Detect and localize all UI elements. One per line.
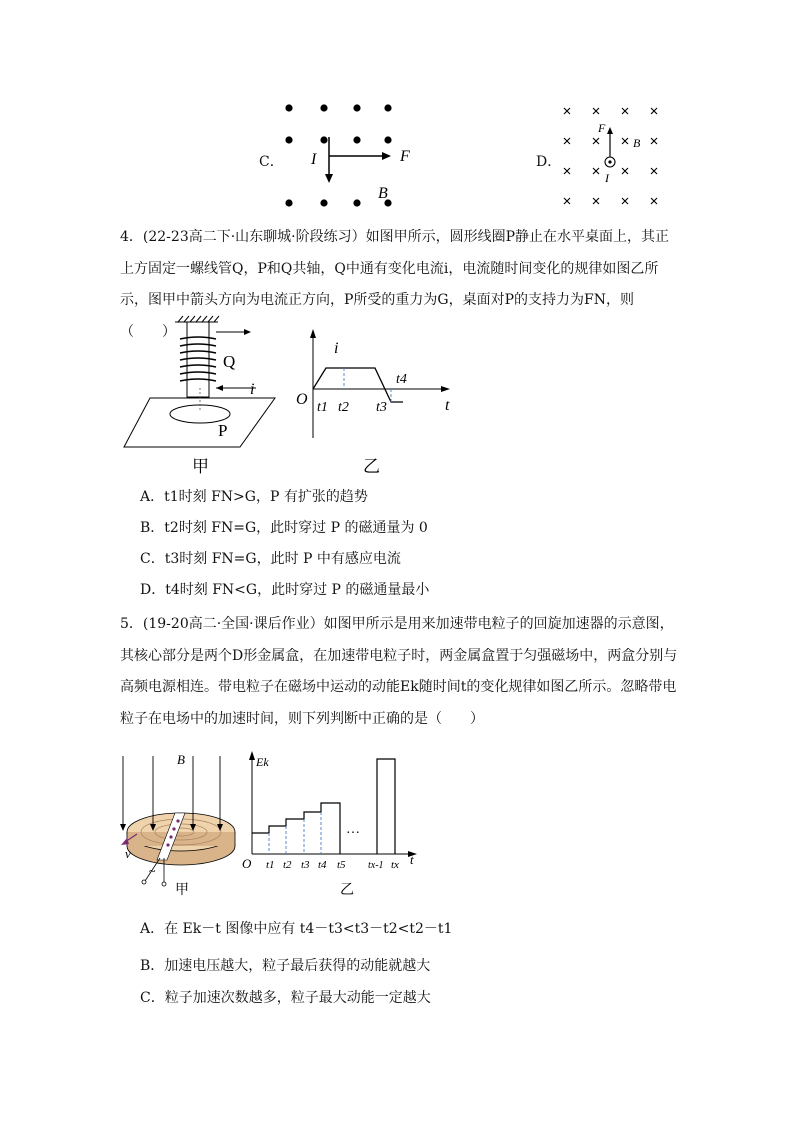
q5-jia-caption: 甲 [175, 883, 189, 898]
q5-field-label: B [177, 752, 185, 767]
q4-yi-caption: 乙 [363, 457, 380, 476]
option-d-label: D． [536, 154, 562, 170]
option-d-figure [556, 100, 666, 210]
q5-velocity-label: v [125, 846, 131, 861]
option-c-label: C． [259, 154, 284, 170]
q5-ellipsis: … [346, 822, 360, 837]
option-c-current-label: I [311, 151, 317, 168]
q4-axis-i-label: i [334, 340, 339, 357]
q5-option-c: C．粒子加速次数越多，粒子最大动能一定越大 [140, 990, 431, 1006]
q4-option-a: A．t1时刻 FN>G，P 有扩张的趋势 [140, 489, 368, 505]
q4-tick-t2: t2 [338, 400, 349, 415]
q5-figure-yi [240, 748, 425, 898]
q4-figure-yi [293, 326, 463, 476]
q4-tick-t1: t1 [317, 400, 328, 415]
q4-option-c: C．t3时刻 FN=G，此时 P 中有感应电流 [140, 551, 401, 567]
q4-option-d: D．t4时刻 FN<G，此时穿过 P 的磁通量最小 [140, 582, 430, 598]
question-4-stem: 4．(22-23高二下·山东聊城·阶段练习）如图甲所示，圆形线圈P静止在水平桌面上，其正上方固定一螺线管Q，P和Q共轴，Q中通有变化电流i，电流随时间变化的规律如图乙所示，图甲中箭头方向为电流正方向，P所受的重力为G，桌面对P的支持力为FN，则（ ） [120, 229, 670, 340]
q5-tick-tx: tx [391, 859, 399, 871]
q4-current-label: i [250, 381, 255, 398]
q5-axis-t-label: t [410, 852, 414, 867]
q5-tick-t2: t2 [283, 859, 292, 871]
q5-axis-ek-label: Ek [256, 755, 269, 769]
q4-tick-t3: t3 [376, 400, 387, 415]
option-c-field-label: B [378, 185, 388, 202]
q5-option-a: A．在 Ek－t 图像中应有 t4－t3<t3－t2<t2－t1 [140, 921, 453, 937]
q4-axis-t-label: t [445, 397, 450, 414]
q5-yi-caption: 乙 [340, 883, 354, 898]
option-c-force-label: F [400, 148, 410, 165]
q5-origin-label: O [242, 856, 252, 871]
option-c-figure [270, 95, 410, 215]
q5-tick-t3: t3 [301, 859, 310, 871]
q5-option-b: B．加速电压越大，粒子最后获得的动能就越大 [140, 958, 431, 974]
option-d-force-label: F [598, 121, 606, 135]
q5-tick-t5: t5 [337, 859, 346, 871]
q4-tick-t4: t4 [396, 372, 407, 387]
q4-origin-label: O [296, 391, 308, 408]
q4-figure-jia [120, 312, 290, 477]
q4-jia-caption: 甲 [192, 457, 209, 476]
q5-tick-t1: t1 [266, 859, 275, 871]
option-d-field-label: B [633, 136, 641, 150]
q4-coil-label: P [218, 421, 228, 440]
option-d-current-label: I [605, 171, 609, 185]
q4-solenoid-label: Q [223, 352, 236, 371]
q4-option-b: B．t2时刻 FN=G，此时穿过 P 的磁通量为 0 [140, 520, 428, 536]
q5-tick-t4: t4 [318, 859, 327, 871]
q5-ac-source-label: ~ [149, 864, 156, 878]
question-5-stem: 5．(19-20高二·全国·课后作业）如图甲所示是用来加速带电粒子的回旋加速器的示意图，其核心部分是两个D形金属盒，在加速带电粒子时，两金属盒置于匀强磁场中，两盒分别与高频电源相连。带电粒子在磁场中运动的动能Ek随时间t的变化规律如图乙所示。忽略带电粒子在电场中的加速时间，则下列判断中正确的是（ ） [120, 616, 678, 727]
q5-tick-tx-1: tx-1 [368, 860, 384, 871]
q5-figure-jia [115, 748, 245, 898]
